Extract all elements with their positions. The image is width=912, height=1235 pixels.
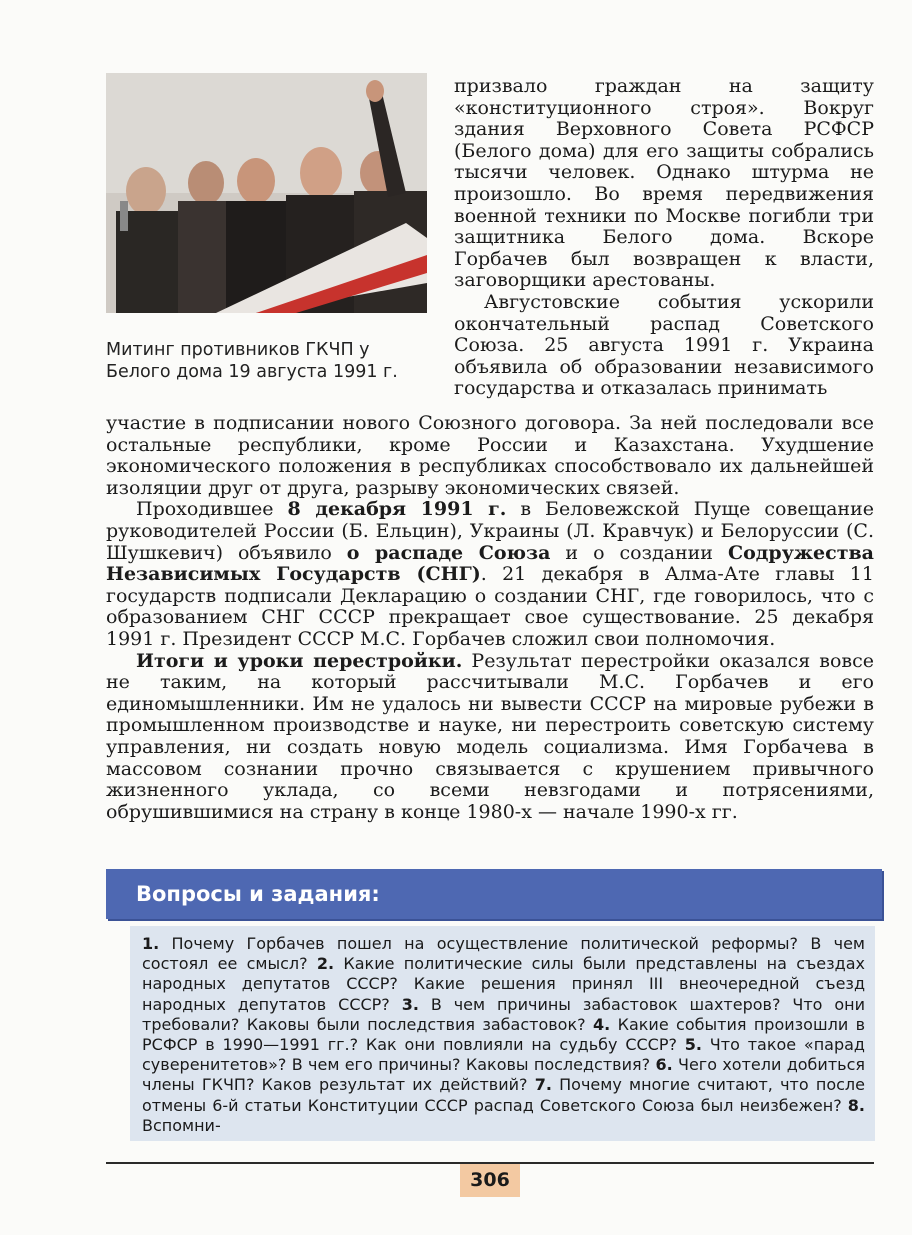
text-run: . 21 декабря в Алма-Ате главы 11 государств подписали Декларацию о создании СНГ, где говорилось, что с образованием СНГ СССР прекращает свое существование. 25 декабря 1991 г. Президент СССР М.С. Горбачев сложил свои полномочия. <box>106 563 874 650</box>
question-number: 5. <box>684 1035 702 1055</box>
questions-heading: Вопросы и задания: <box>106 869 882 919</box>
question: Что такое «парад суверенитетов»? В чем его причины? Каковы последствия? <box>142 1035 865 1075</box>
paragraph <box>106 651 874 824</box>
text-run: Результат перестройки оказался вовсе не таким, на который рассчитывали М.С. Горбачев и его единомышленники. Им не удалось ни вывести СССР на мировые рубежи в промышленном производстве и науке, ни перестроить советскую систему управления, ни создать новую модель социализма. Имя Горбачева в массовом сознании прочно связывается с крушением привычного жизненного уклада, со всеми невзгодами и потрясениями, обрушившимися на страну в конце 1980-х — начале 1990-х гг. <box>106 649 874 823</box>
question-number: 7. <box>534 1075 552 1095</box>
questions-box <box>130 926 875 1141</box>
bold-date: 8 декабря 1991 г. <box>287 498 507 521</box>
paragraph: участие в подписании нового Союзного договора. За ней последовали все остальные республики, кроме России и Казахстана. Ухудшение экономического положения в республиках способствовало их дальнейшей изоляции друг от друга, разрыву экономических связей. <box>106 412 874 499</box>
question: В чем причины забастовок шахтеров? Что они требовали? Каковы были последствия забастовок? <box>142 994 865 1034</box>
page-number: 306 <box>460 1164 520 1197</box>
question: Почему Горбачев пошел на осуществление политической реформы? В чем состоял ее смысл? <box>142 934 865 974</box>
paragraph <box>106 499 874 650</box>
question: Чего хотели добиться члены ГКЧП? Каков результат их действий? <box>142 1055 865 1095</box>
question-number: 8. <box>847 1095 865 1115</box>
question: Почему многие считают, что после отмены 6-й статьи Конституции СССР распад Советского Союза был неизбежен? <box>142 1075 865 1115</box>
question: Какие политические силы были представлены на съездах народных депутатов СССР? Какие решения принял III внеочередной съезд народных депутатов СССР? <box>142 954 865 1014</box>
question-number: 2. <box>316 954 335 974</box>
question-number: 3. <box>401 994 419 1014</box>
question-number: 6. <box>655 1055 673 1075</box>
text-run: и о создании <box>550 541 728 564</box>
photo-caption: Митинг противников ГКЧП у Белого дома 19 августа 1991 г. <box>106 340 398 382</box>
bold-term: о распаде Союза <box>346 541 551 564</box>
question: Какие события произошли в РСФСР в 1990—1991 гг.? Как они повлияли на судьбу СССР? <box>142 1014 866 1055</box>
rally-photo <box>106 73 427 313</box>
question: Вспомни- <box>142 1115 221 1135</box>
paragraph: Августовские события ускорили окончательный распад Советского Союза. 25 августа 1991 г. Украина объявила об образовании независимого государства и отказалась принимать <box>454 290 874 400</box>
text-run: в Беловежской Пуще совещание руководителей России (Б. Ельцин), Украины (Л. Кравчук) и Белоруссии (С. Шушкевич) объявило <box>106 498 874 564</box>
paragraph: призвало граждан на защиту «конституционного строя». Вокруг здания Верховного Совета РСФСР (Белого дома) для его защиты собрались тысячи человек. Однако штурма не произошло. Во время передвижения военной техники по Москве погибли три защитника Белого дома. Вскоре Горбачев был возвращен к власти, заговорщики арестованы. <box>454 75 874 292</box>
questions-text <box>142 934 865 1136</box>
question-number: 1. <box>142 934 160 953</box>
section-title: Итоги и уроки перестройки. <box>136 649 463 672</box>
right-column <box>454 76 874 400</box>
bold-term: Содружества Независимых Государств (СНГ) <box>106 541 874 586</box>
text-run: Проходившее <box>136 498 288 521</box>
full-width-text <box>106 413 874 823</box>
question-number: 4. <box>593 1014 611 1034</box>
